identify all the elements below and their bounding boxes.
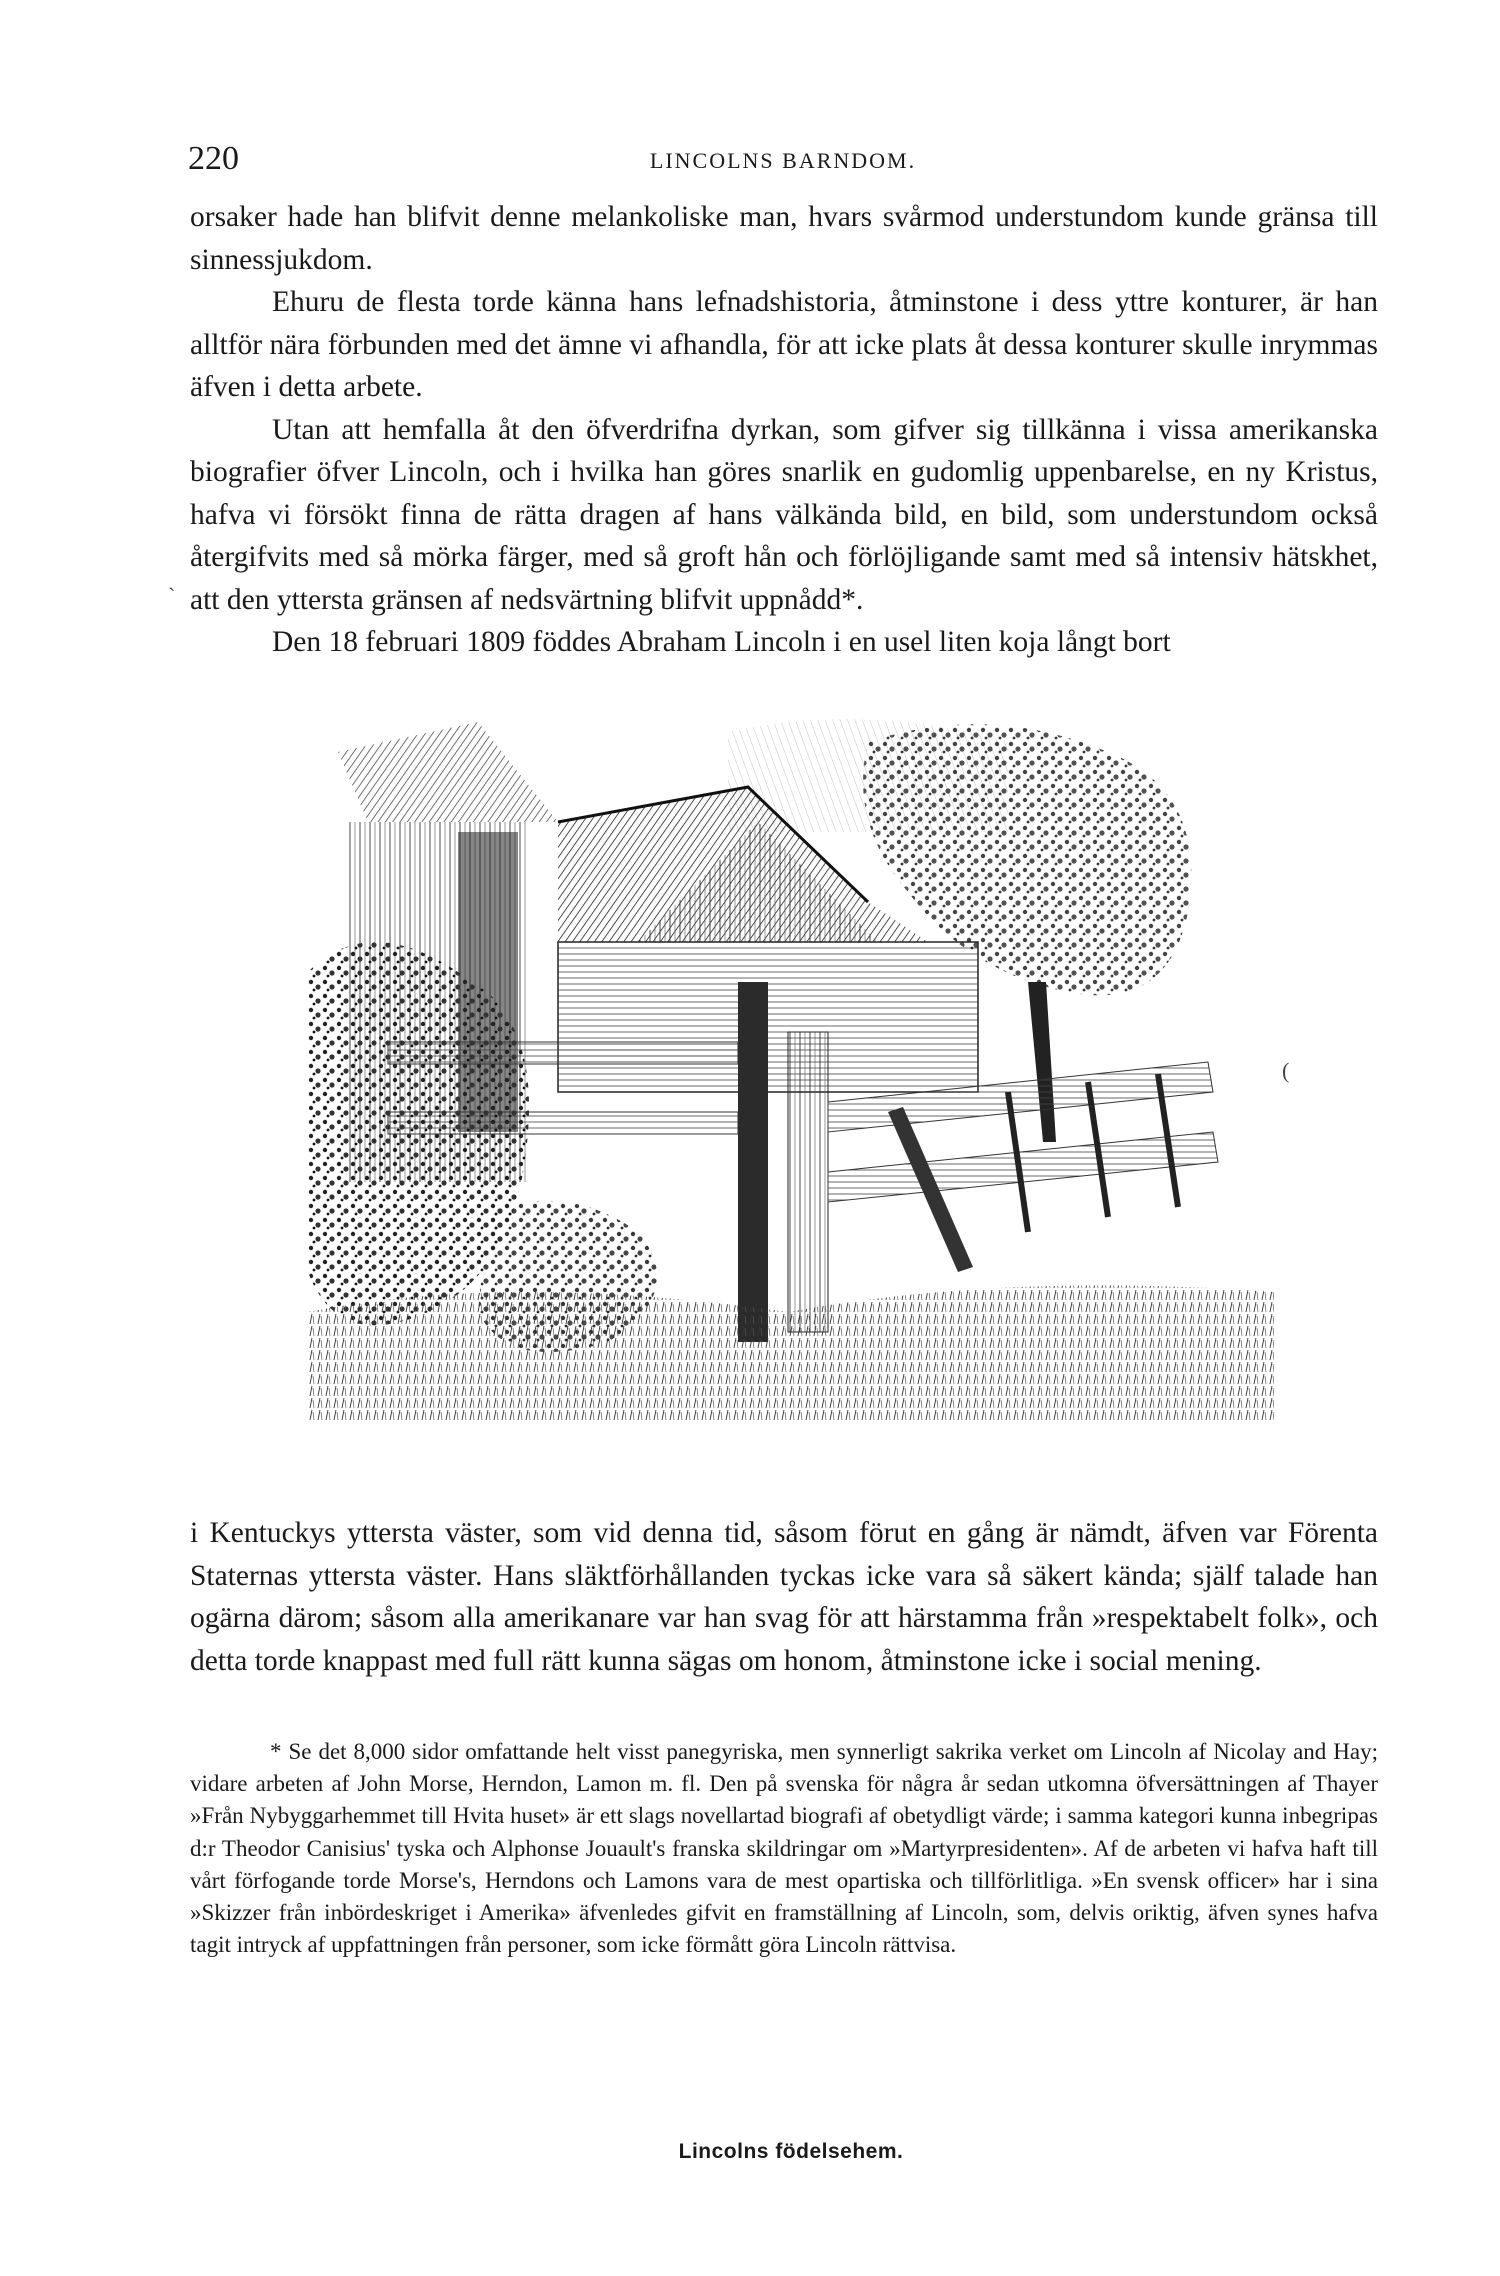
paragraph-3: Utan att hemfalla åt den öfverdrifna dyrkan, som gifver sig tillkänna i vissa amerikanska biografier öfver Lincoln, och i hvilka han göres snarlik en gudomlig uppenbarelse, en ny Kristus, hafva vi försökt finna de rätta dragen af hans välkända bild, en bild, som understundom också återgifvits med så mörka färger, med så groft hån och förlöjligande samt med så intensiv hätskhet, att den yttersta gränsen af nedsvärtning blifvit uppnådd*. [190,413,1378,616]
footnote [190,1736,1378,1961]
page-header [188,140,1378,184]
running-head: LINCOLNS BARNDOM. [649,148,917,173]
body-text [190,196,1378,664]
paragraph-4: Den 18 februari 1809 föddes Abraham Lincoln i en usel liten koja långt bort [272,626,1171,658]
paragraph-continuation: i Kentuckys yttersta väster, som vid denna tid, såsom förut en gång är nämdt, äfven var Förenta Staternas yttersta väster. Hans släktförhållanden tyckas icke vara så säkert kända; själf talade han ogärna därom; såsom alla amerikanare var han svag för att härstamma från »respektabelt folk», och detta torde knappast med full rätt kunna sägas om honom, åtminstone icke i social mening. [190,1517,1378,1677]
margin-mark: ˎ [168,566,176,591]
figure-caption: Lincolns födelsehem. [678,2140,904,2163]
body-text-continuation [190,1512,1378,1682]
page-number: 220 [188,140,239,177]
paragraph-2: Ehuru de flesta torde känna hans lefnadshistoria, åtminstone i dess yttre konturer, är han alltför nära förbunden med det ämne vi afhandla, för att icke plats åt dessa konturer skulle inrymmas äfven i detta arbete. [190,286,1378,403]
engraving-illustration [308,712,1274,1422]
paragraph-1: orsaker hade han blifvit denne melankoliske man, hvars svårmod understundom kunde gränsa till sinnessjukdom. [190,201,1378,276]
footnote-text: * Se det 8,000 sidor omfattande helt visst panegyriska, men synnerligt sakrika verket om Lincoln af Nicolay and Hay; vidare arbeten af John Morse, Herndon, Lamon m. fl. Den på svenska för några år sedan utkomna öfversättningen af Thayer »Från Nybyggarhemmet till Hvita huset» är ett slags novellartad biografi af obetydligt värde; i samma kategori kunna inbegripas d:r Theodor Canisius' tyska och Alphonse Jouault's franska skildringar om »Martyrpresidenten». Af de arbeten vi hafva haft till vårt förfogande torde Morse's, Herndons och Lamons vara de mest opartiska och tillförlitliga. »En svensk officer» har i sina »Skizzer från inbördeskriget i Amerika» äfvenledes gifvit en framställning af Lincoln, som, delvis oriktig, äfven synes hafva tagit intryck af uppfattningen från personer, som icke förmått göra Lincoln rättvisa. [190,1739,1378,1958]
margin-mark: ( [1282,1058,1290,1083]
